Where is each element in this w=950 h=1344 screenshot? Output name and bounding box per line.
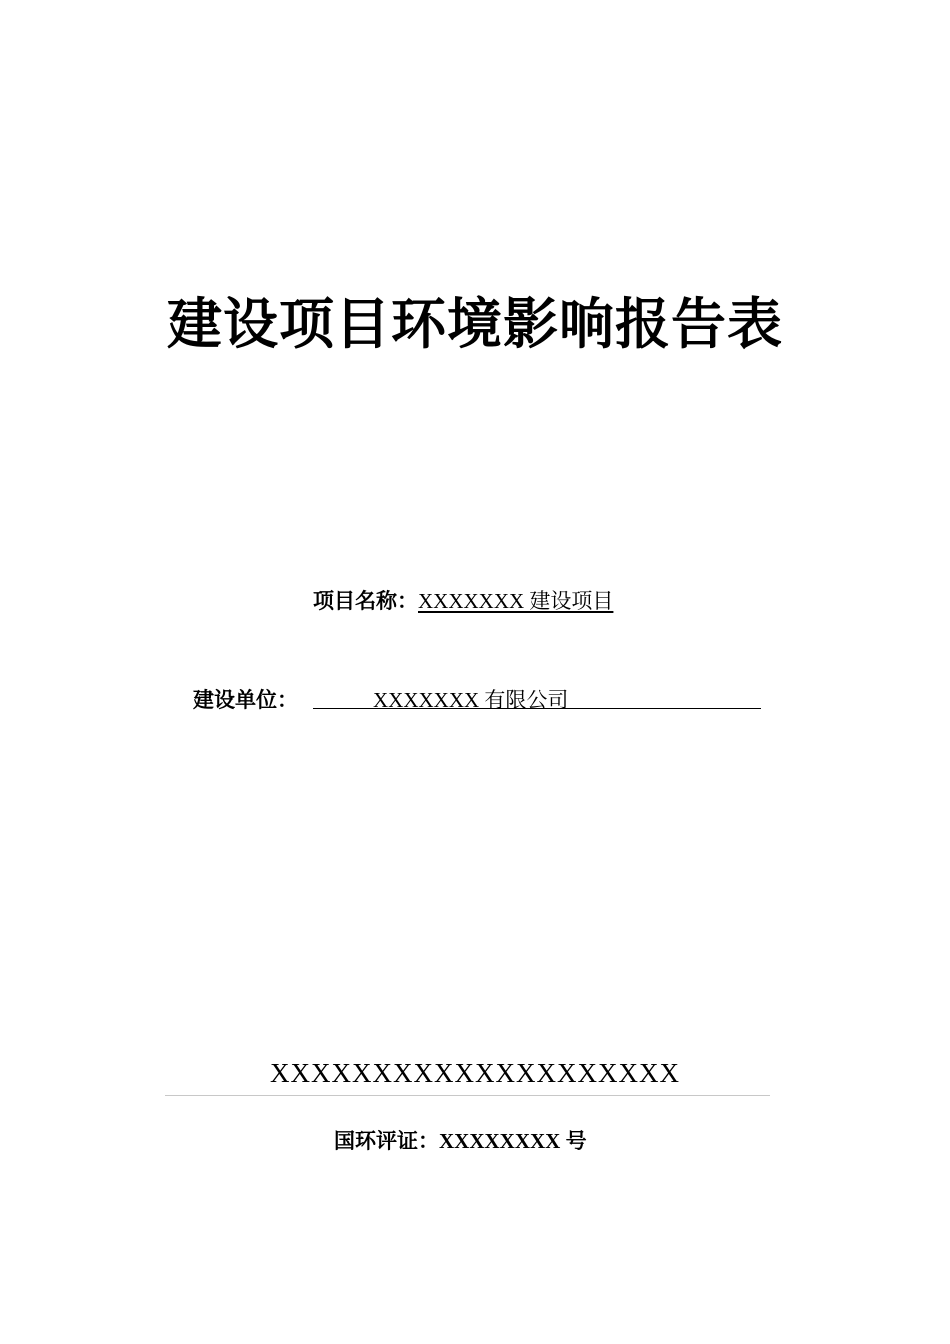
construction-unit-label: 建设单位：	[193, 688, 298, 712]
divider-line	[165, 1095, 770, 1096]
organization-name: XXXXXXXXXXXXXXXXXXXX	[270, 1058, 680, 1088]
construction-unit-value: XXXXXXX 有限公司	[373, 688, 569, 712]
document-title: 建设项目环境影响报告表	[166, 292, 783, 356]
project-name-value: XXXXXXX 建设项目	[418, 589, 614, 613]
certificate-field	[334, 1125, 587, 1155]
certificate-label: 国环评证：	[334, 1129, 439, 1153]
certificate-value: XXXXXXXX 号	[439, 1129, 587, 1153]
construction-unit-field	[193, 684, 569, 714]
project-name-label: 项目名称：	[313, 589, 418, 613]
project-name-field	[313, 585, 621, 615]
